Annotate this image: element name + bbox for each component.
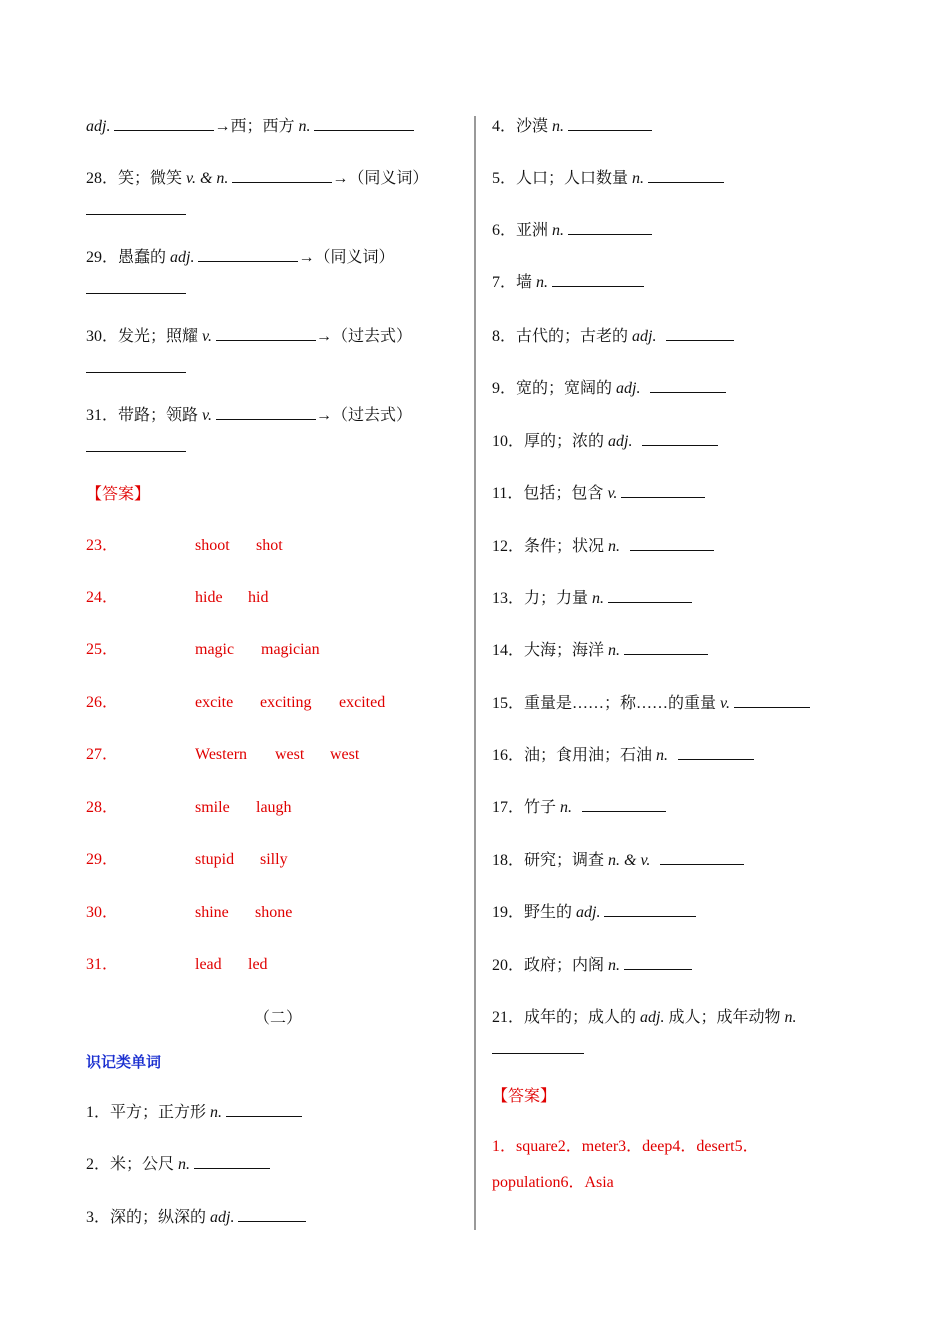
vocab-item: 17．竹子 n. bbox=[492, 797, 666, 819]
answer-blank[interactable] bbox=[621, 483, 705, 498]
answer-blank[interactable] bbox=[238, 1207, 306, 1222]
answer-blank[interactable] bbox=[624, 640, 708, 655]
answer-blank[interactable] bbox=[582, 797, 666, 812]
answer-blank[interactable] bbox=[86, 358, 186, 373]
answer-blank[interactable] bbox=[624, 955, 692, 970]
answer-blank[interactable] bbox=[648, 168, 724, 183]
exercise-item: 29．愚蠢的 adj. →（同义词） bbox=[86, 249, 395, 266]
answer-blank[interactable] bbox=[678, 745, 754, 760]
vocab-item: 21．成年的；成人的 adj. 成人；成年动物 n. bbox=[492, 1009, 797, 1026]
answer-blank-line[interactable] bbox=[86, 200, 186, 222]
answer-blank[interactable] bbox=[568, 116, 652, 131]
exercise-item: 31．带路；领路 v. →（过去式） bbox=[86, 407, 412, 424]
vocab-item: 14．大海；海洋 n. bbox=[492, 640, 708, 662]
section-heading: 识记类单词 bbox=[86, 1053, 162, 1071]
vocab-item: 6．亚洲 n. bbox=[492, 220, 652, 242]
vocab-item: 9．宽的；宽阔的 adj. bbox=[492, 378, 726, 400]
answer-blank-line[interactable] bbox=[86, 437, 186, 459]
answer-blank[interactable] bbox=[650, 378, 726, 393]
vocab-item: 20．政府；内阁 n. bbox=[492, 955, 692, 977]
vocab-item: 19．野生的 adj. bbox=[492, 902, 696, 924]
answer-blank[interactable] bbox=[608, 588, 692, 603]
answer-blank-line[interactable] bbox=[86, 279, 186, 301]
vocab-item: 4．沙漠 n. bbox=[492, 116, 652, 138]
vocab-item: 7．墙 n. bbox=[492, 272, 644, 294]
answer-text: population6．Asia bbox=[492, 1174, 614, 1191]
vocab-item: 16．油；食用油；石油 n. bbox=[492, 745, 754, 767]
answer-blank[interactable] bbox=[666, 326, 734, 341]
answer-blank[interactable] bbox=[314, 116, 414, 131]
vocab-item: 2．米；公尺 n. bbox=[86, 1154, 270, 1176]
column-divider bbox=[474, 116, 476, 1230]
answer-blank[interactable] bbox=[198, 247, 298, 262]
vocab-item: 1．平方；正方形 n. bbox=[86, 1102, 302, 1124]
exercise-item: adj. →西；西方 n. bbox=[86, 116, 414, 138]
answer-label: 【答案】 bbox=[492, 1088, 557, 1105]
answer-blank[interactable] bbox=[604, 902, 696, 917]
vocab-item: 18．研究；调查 n. & v. bbox=[492, 850, 744, 872]
answer-blank[interactable] bbox=[492, 1039, 584, 1054]
answer-blank[interactable] bbox=[216, 405, 316, 420]
vocab-item: 8．古代的；古老的 adj. bbox=[492, 326, 734, 348]
answer-blank[interactable] bbox=[232, 168, 332, 183]
vocab-item: 11．包括；包含 v. bbox=[492, 483, 705, 505]
exercise-item: 28．笑；微笑 v. & n. →（同义词） bbox=[86, 170, 429, 187]
answer-blank[interactable] bbox=[660, 850, 744, 865]
answer-blank-line[interactable] bbox=[492, 1039, 584, 1061]
answer-blank[interactable] bbox=[216, 326, 316, 341]
vocab-item: 5．人口；人口数量 n. bbox=[492, 168, 724, 190]
answer-blank[interactable] bbox=[226, 1102, 302, 1117]
answer-blank[interactable] bbox=[86, 200, 186, 215]
answer-blank[interactable] bbox=[734, 693, 810, 708]
answer-blank[interactable] bbox=[114, 116, 214, 131]
vocab-item: 3．深的；纵深的 adj. bbox=[86, 1207, 306, 1229]
section-title: （二） bbox=[254, 1010, 303, 1027]
answer-text: 1．square2．meter3．deep4．desert5． bbox=[492, 1138, 759, 1155]
vocab-item: 12．条件；状况 n. bbox=[492, 536, 714, 558]
answer-blank[interactable] bbox=[552, 272, 644, 287]
answer-blank[interactable] bbox=[86, 437, 186, 452]
answer-blank[interactable] bbox=[194, 1154, 270, 1169]
answer-blank[interactable] bbox=[630, 536, 714, 551]
vocab-item: 13．力；力量 n. bbox=[492, 588, 692, 610]
vocab-item: 15．重量是……；称……的重量 v. bbox=[492, 693, 810, 715]
vocab-item: 10．厚的；浓的 adj. bbox=[492, 431, 718, 453]
answer-blank[interactable] bbox=[642, 431, 718, 446]
answer-blank-line[interactable] bbox=[86, 358, 186, 380]
answer-blank[interactable] bbox=[568, 220, 652, 235]
answer-blank[interactable] bbox=[86, 279, 186, 294]
exercise-item: 30．发光；照耀 v. →（过去式） bbox=[86, 328, 412, 345]
answer-label: 【答案】 bbox=[86, 486, 151, 503]
